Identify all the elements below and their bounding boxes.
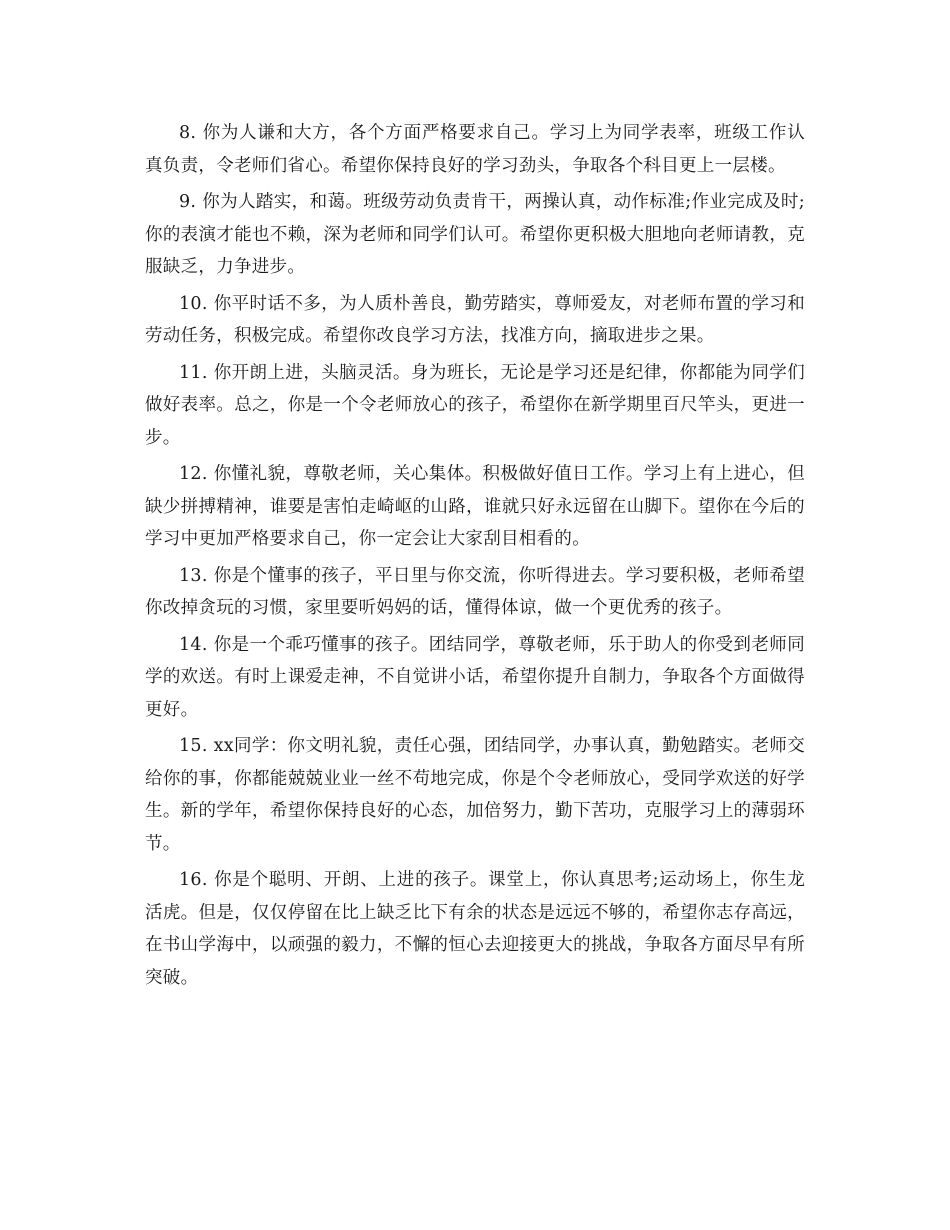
comment-paragraph-12: 12. 你懂礼貌，尊敬老师，关心集体。积极做好值日工作。学习上有上进心，但缺少拼搏精神，谁要是害怕走崎岖的山路，谁就只好永远留在山脚下。望你在今后的学习中更加严格要求自己，你一定会让大家刮目相看的。 <box>145 464 805 549</box>
comment-paragraph-8: 8. 你为人谦和大方，各个方面严格要求自己。学习上为同学表率，班级工作认真负责，令老师们省心。希望你保持良好的学习劲头，争取各个科目更上一层楼。 <box>145 123 805 176</box>
comment-paragraph-13: 13. 你是个懂事的孩子，平日里与你交流，你听得进去。学习要积极，老师希望你改掉贪玩的习惯，家里要听妈妈的话，懂得体谅，做一个更优秀的孩子。 <box>145 565 805 618</box>
comment-paragraph-14: 14. 你是一个乖巧懂事的孩子。团结同学，尊敬老师，乐于助人的你受到老师同学的欢送。有时上课爱走神，不自觉讲小话，希望你提升自制力，争取各个方面做得更好。 <box>145 634 805 720</box>
comment-paragraph-10: 10. 你平时话不多，为人质朴善良，勤劳踏实，尊师爱友，对老师布置的学习和劳动任务，积极完成。希望你改良学习方法，找准方向，摘取进步之果。 <box>145 293 805 346</box>
comment-paragraph-11: 11. 你开朗上进，头脑灵活。身为班长，无论是学习还是纪律，你都能为同学们做好表率。总之，你是一个令老师放心的孩子，希望你在新学期里百尺竿头，更进一步。 <box>145 362 805 448</box>
comment-paragraph-16: 16. 你是个聪明、开朗、上进的孩子。课堂上，你认真思考;运动场上，你生龙活虎。但是，仅仅停留在比上缺乏比下有余的状态是远远不够的，希望你志存高远，在书山学海中，以顽强的毅力，不懈的恒心去迎接更大的挑战，争取各方面尽早有所突破。 <box>145 870 805 988</box>
comment-paragraph-15: 15. xx同学：你文明礼貌，责任心强，团结同学，办事认真，勤勉踏实。老师交给你的事，你都能兢兢业业一丝不苟地完成，你是个令老师放心，受同学欢送的好学生。新的学年，希望你保持良好的心态，加倍努力，勤下苦功，克服学习上的薄弱环节。 <box>145 736 805 854</box>
document-body <box>145 117 805 998</box>
comment-paragraph-9: 9. 你为人踏实，和蔼。班级劳动负责肯干，两操认真，动作标准;作业完成及时;你的表演才能也不赖，深为老师和同学们认可。希望你更积极大胆地向老师请教，克服缺乏，力争进步。 <box>145 192 805 277</box>
